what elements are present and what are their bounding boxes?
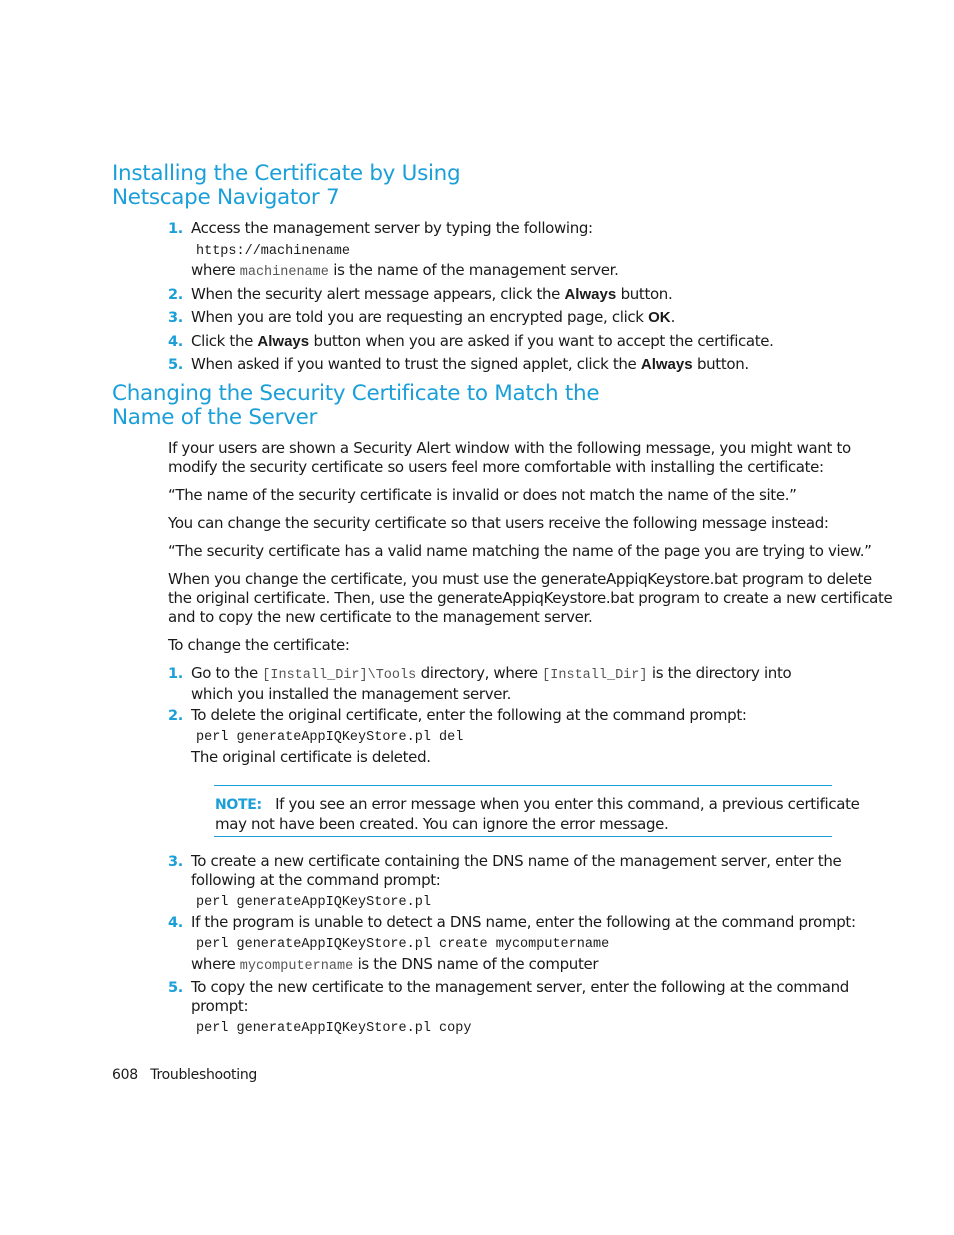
list-item [168, 978, 183, 998]
step-text-part: Go to the [191, 664, 263, 682]
step-text-part: button when you are asked if you want to accept the certificate. [309, 332, 774, 350]
step-number: 3. [168, 310, 183, 326]
step-text-line: To create a new certificate containing the DNS name of the management server, enter the [191, 852, 842, 870]
step-text: Access the management server by typing the following: [191, 219, 593, 237]
step-text-part: is the directory into [647, 664, 792, 682]
list-item [168, 219, 183, 239]
code-line: perl generateAppIQKeyStore.pl copy [196, 1021, 472, 1036]
paragraph-line: the original certificate. Then, use the generateAppiqKeystore.bat program to create a new certificate [168, 589, 893, 607]
step-number: 4. [168, 915, 183, 931]
list-item [168, 355, 183, 375]
page-footer [112, 1067, 257, 1083]
ui-label: Always [640, 356, 693, 373]
note-label: NOTE: [215, 797, 262, 813]
paragraph: You can change the security certificate so that users receive the following message instead: [168, 514, 829, 532]
paragraph-line: If your users are shown a Security Alert window with the following message, you might want to [168, 439, 851, 457]
heading-line-1: Changing the Security Certificate to Match the [112, 381, 600, 406]
list-item [168, 852, 183, 872]
section-heading-change-certificate [112, 382, 599, 430]
step-number: 1. [168, 221, 183, 237]
list-item [168, 913, 183, 933]
paragraph-line: modify the security certificate so users feel more comfortable with installing the certificate: [168, 458, 824, 476]
step-text: To delete the original certificate, enter the following at the command prompt: [191, 706, 747, 724]
inline-code: [Install_Dir]\Tools [262, 668, 417, 683]
paragraph-line: When you change the certificate, you must use the generateAppiqKeystore.bat program to delete [168, 570, 872, 588]
paragraph [168, 570, 892, 627]
note-text: may not have been created. You can ignore the error message. [215, 815, 669, 833]
page-number: 608 [112, 1067, 138, 1083]
step-text-line: following at the command prompt: [191, 871, 441, 889]
step-text-part: When you are told you are requesting an encrypted page, click [191, 308, 649, 326]
where-text: is the DNS name of the computer [353, 955, 599, 973]
footer-section-title: Troubleshooting [150, 1067, 257, 1083]
step-text-part: When asked if you wanted to trust the signed applet, click the [191, 355, 641, 373]
step-text [191, 355, 749, 374]
ui-label: Always [257, 333, 310, 350]
step-text-line: To copy the new certificate to the management server, enter the following at the command [191, 978, 849, 996]
note [215, 795, 860, 834]
step-number: 5. [168, 980, 183, 996]
code-line: perl generateAppIQKeyStore.pl create mycomputername [196, 937, 610, 952]
inline-code: machinename [239, 265, 329, 280]
where-line [191, 261, 619, 282]
list-item [168, 308, 183, 328]
step-text [191, 664, 791, 704]
step-text-part: Click the [191, 332, 258, 350]
code-line: https://machinename [196, 244, 350, 259]
paragraph: To change the certificate: [168, 636, 350, 654]
result-text: The original certificate is deleted. [191, 748, 431, 766]
heading-line-2: Name of the Server [112, 405, 318, 430]
step-text-part: . [670, 308, 675, 326]
heading-line-2: Netscape Navigator 7 [112, 185, 340, 210]
inline-code: mycomputername [239, 959, 354, 974]
code-line: perl generateAppIQKeyStore.pl [196, 895, 431, 910]
step-text [191, 285, 672, 304]
inline-code: [Install_Dir] [542, 668, 648, 683]
step-text [191, 978, 849, 1016]
paragraph [168, 439, 851, 477]
paragraph-line: and to copy the new certificate to the management server. [168, 608, 593, 626]
quote: “The security certificate has a valid name matching the name of the page you are trying to view.” [168, 542, 872, 560]
ui-label: Always [564, 286, 617, 303]
step-number: 2. [168, 708, 183, 724]
step-text [191, 332, 774, 351]
note-text: If you see an error message when you enter this command, a previous certificate [275, 795, 860, 813]
step-number: 5. [168, 357, 183, 373]
quote: “The name of the security certificate is invalid or does not match the name of the site.” [168, 486, 797, 504]
step-text [191, 308, 675, 327]
where-text: is the name of the management server. [328, 261, 619, 279]
step-text-part: button. [616, 285, 673, 303]
note-top-rule [214, 785, 832, 786]
step-text-line: which you installed the management server. [191, 685, 512, 703]
step-number: 3. [168, 854, 183, 870]
list-item [168, 706, 183, 726]
heading-line-1: Installing the Certificate by Using [112, 161, 461, 186]
where-text: where [191, 261, 240, 279]
list-item [168, 664, 183, 684]
step-text-part: button. [692, 355, 749, 373]
step-number: 1. [168, 666, 183, 682]
step-text-part: directory, where [416, 664, 543, 682]
step-text-line: prompt: [191, 997, 249, 1015]
code-line: perl generateAppIQKeyStore.pl del [196, 730, 464, 745]
where-line [191, 955, 598, 976]
where-text: where [191, 955, 240, 973]
list-item [168, 285, 183, 305]
step-number: 2. [168, 287, 183, 303]
step-text: If the program is unable to detect a DNS name, enter the following at the command prompt: [191, 913, 856, 931]
step-text [191, 852, 841, 890]
section-heading-install-netscape [112, 162, 460, 210]
step-text-part: When the security alert message appears, click the [191, 285, 565, 303]
ui-label: OK [648, 309, 671, 326]
step-number: 4. [168, 334, 183, 350]
note-bottom-rule [214, 836, 832, 837]
list-item [168, 332, 183, 352]
